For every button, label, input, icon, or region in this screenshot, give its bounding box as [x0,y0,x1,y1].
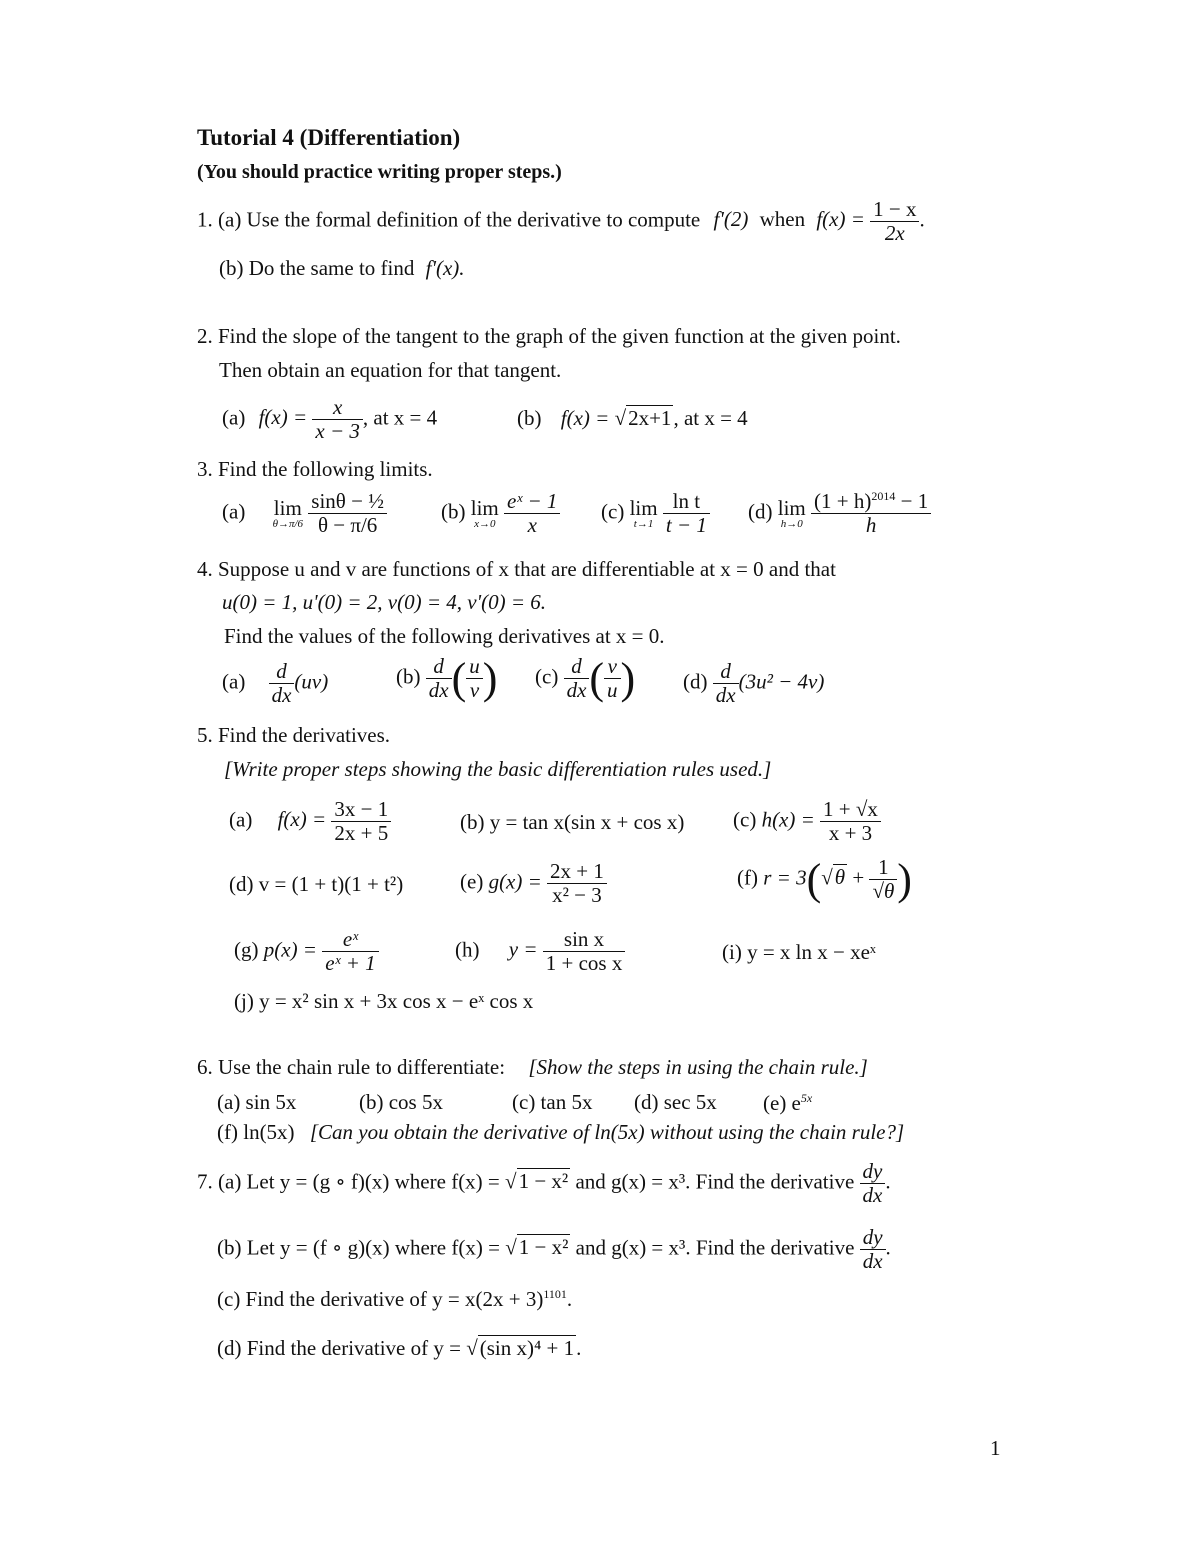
q2-part-b: (b) f(x) = √2x+1, at x = 4 [517,406,748,430]
q3-line: 3. Find the following limits. [197,457,433,481]
q5-part-j: (j) y = x² sin x + 3x cos x − eˣ cos x [234,989,534,1013]
q6-part-c: (c) tan 5x [512,1090,593,1114]
q3-part-d: (d) lim h→0 $\frac{(1 + h)^{2014} - 1}{h}$ [748,490,931,537]
q5-part-d: (d) v = (1 + t)(1 + t²) [229,872,404,896]
q1-a-when: when [759,207,806,232]
q7-part-d: (d) Find the derivative of y = √(sin x)⁴ + 1. [217,1336,582,1360]
q5-part-a: (a) f(x) = $\frac{3x - 1}{2x + 5}$ [229,798,391,845]
q4-line2: u(0) = 1, u'(0) = 2, v(0) = 4, v'(0) = 6. [222,590,547,614]
q4-part-a: (a) $\frac{d}{dx}$ (uv) [222,659,329,708]
q2-a-fraction: $\frac{x}{x - 3}$ [312,396,363,443]
q6-part-d: (d) sec 5x [634,1090,717,1114]
q6-line1: 6. Use the chain rule to differentiate: [Show the steps in using the chain rule.] [197,1055,868,1079]
q5-part-h: (h) y = $\frac{\text{sin x}}{\text{1 + cos x}}$ [455,928,625,975]
q1-a-fraction: $\frac{1 - x}{2x}$ [870,198,919,245]
q5-line2: [Write proper steps showing the basic differentiation rules used.] [224,757,772,781]
q1-b-expr: f'(x). [425,256,465,280]
q7-part-c: (c) Find the derivative of $y = x(2x + 3)^{1101}$. [217,1287,573,1311]
q4-line1: 4. Suppose u and v are functions of x that are differentiable at x = 0 and that [197,557,836,581]
q1-a-fx: f(x) = [816,207,865,232]
page-number: 1 [990,1436,1001,1460]
q3-part-b: (b) lim x→0 $\frac{\text{eˣ − 1}}{x}$ [441,490,560,537]
q3-part-a: (a) lim θ→π/6 $\frac{\text{sinθ − ½}}{\theta - \pi/6}$ [222,490,387,537]
q5-part-c: (c) h(x) = $\frac{1 + √x}{x + 3}$ [733,798,881,845]
q5-part-f: (f) r = 3(√θ + $\frac{1}{√\theta}$ ) [737,854,912,904]
q4-part-d: (d) $\frac{d}{dx}$ (3u² − 4v) [683,659,825,708]
q1-part-a: 1. (a) Use the formal definition of the derivative to compute f'(2) when f(x) = $\frac{1 - x}{2x}$ . [197,197,925,246]
q5-line1: 5. Find the derivatives. [197,723,391,747]
q1-a-expr: f'(2) [713,207,749,232]
q2-line2: Then obtain an equation for that tangent. [219,358,562,382]
q2-part-a: (a) f(x) = $\frac{x}{x - 3}$ , at x = 4 [222,395,438,444]
q5-part-b: (b) y = tan x(sin x + cos x) [460,810,685,834]
q5-part-i: (i) y = x ln x − xeˣ [722,940,876,964]
q1-b-text: (b) Do the same to find [219,256,415,280]
q2-line1: 2. Find the slope of the tangent to the graph of the given function at the given point. [197,324,901,348]
q6-part-e: (e) $e^{5x}$ [763,1091,813,1115]
q5-part-g: (g) p(x) = $\frac{\text{eˣ}}{\text{eˣ + 1}}$ [234,928,379,975]
q3-part-c: (c) lim t→1 $\frac{\text{ln t}}{t - 1}$ [601,490,710,537]
page-title: Tutorial 4 (Differentiation) [197,125,461,150]
page-subtitle: (You should practice writing proper steps.) [197,161,562,183]
q4-part-b: (b) $\frac{d}{dx}$ ( $\frac{u}{v}$ ) [396,653,498,703]
q4-line3: Find the values of the following derivatives at x = 0. [224,624,665,648]
q5-part-e: (e) g(x) = $\frac{2x + 1}{\text{x² − 3}}$ [460,860,607,907]
q7-part-a: 7. (a) Let y = (g ∘ f)(x) where f(x) = √1 − x² and g(x) = x³. Find the derivative $\frac{dy}{dx}$ . [197,1159,891,1208]
q6-part-b: (b) cos 5x [359,1090,443,1114]
q4-part-c: (c) $\frac{d}{dx}$ ( $\frac{v}{u}$ ) [535,653,636,703]
q6-part-f: (f) ln(5x) [Can you obtain the derivative of ln(5x) without using the chain rule?] [217,1120,905,1144]
q7-part-b: (b) Let y = (f ∘ g)(x) where f(x) = √1 − x² and g(x) = x³. Find the derivative $\frac{dy}{dx}$ . [217,1225,891,1274]
q1-part-b [219,258,465,279]
q6-part-a: (a) sin 5x [217,1090,297,1114]
q1-a-text: 1. (a) Use the formal definition of the derivative to compute [197,207,701,232]
